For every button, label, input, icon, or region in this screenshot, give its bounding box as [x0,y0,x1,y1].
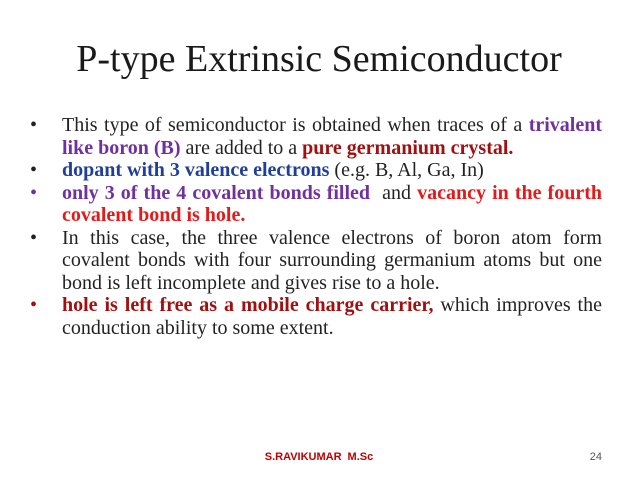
slide-title: P-type Extrinsic Semiconductor [76,38,562,80]
footer-degree: M.Sc [347,451,374,463]
bullet-text-segment: only 3 of the 4 covalent bonds filled [62,181,371,204]
bullet-text-segment: vacancy in the fourth covalent bond is hole. [62,181,602,226]
bullet-text-segment: trivalent like boron (B) [62,114,602,159]
bullet-item [30,182,602,227]
bullet-text-segment: This type of semiconductor is obtained when traces of a [62,114,529,136]
bullet-text [62,114,602,159]
bullet-text-segment: which improves the conduction ability to some extent. [62,294,602,339]
slide-footer [0,451,638,463]
bullet-text-segment: are added to a [180,136,303,159]
bullet-text-segment: hole is left free as a mobile charge carrier, [62,294,434,316]
bullet-text-segment: (e.g. B, Al, Ga, In) [329,159,484,181]
bullet-text-segment: and [370,181,418,204]
bullet-text [62,294,602,339]
bullet-text-segment: dopant with 3 valence electrons [62,159,330,181]
bullet-list [30,114,602,339]
bullet-dot-icon: • [30,226,38,249]
bullet-text [62,182,602,227]
footer-author: S.RAVIKUMAR [264,451,342,463]
bullet-dot-icon: • [30,181,38,204]
bullet-dot-icon: • [30,114,38,136]
bullet-item [30,294,602,339]
bullet-dot-icon: • [30,159,38,181]
bullet-text-segment: In this case, the three valence electrons of boron atom form covalent bonds with four surrounding germanium atoms but one bond is left incomplete and gives rise to a hole. [62,226,602,294]
bullet-item [30,114,602,159]
bullet-item [30,159,602,182]
bullet-text [62,159,602,182]
bullet-item [30,227,602,295]
bullet-dot-icon: • [30,294,38,316]
bullet-text-segment: pure germanium crystal. [302,136,514,159]
page-number: 24 [589,451,602,463]
bullet-text [62,227,602,295]
